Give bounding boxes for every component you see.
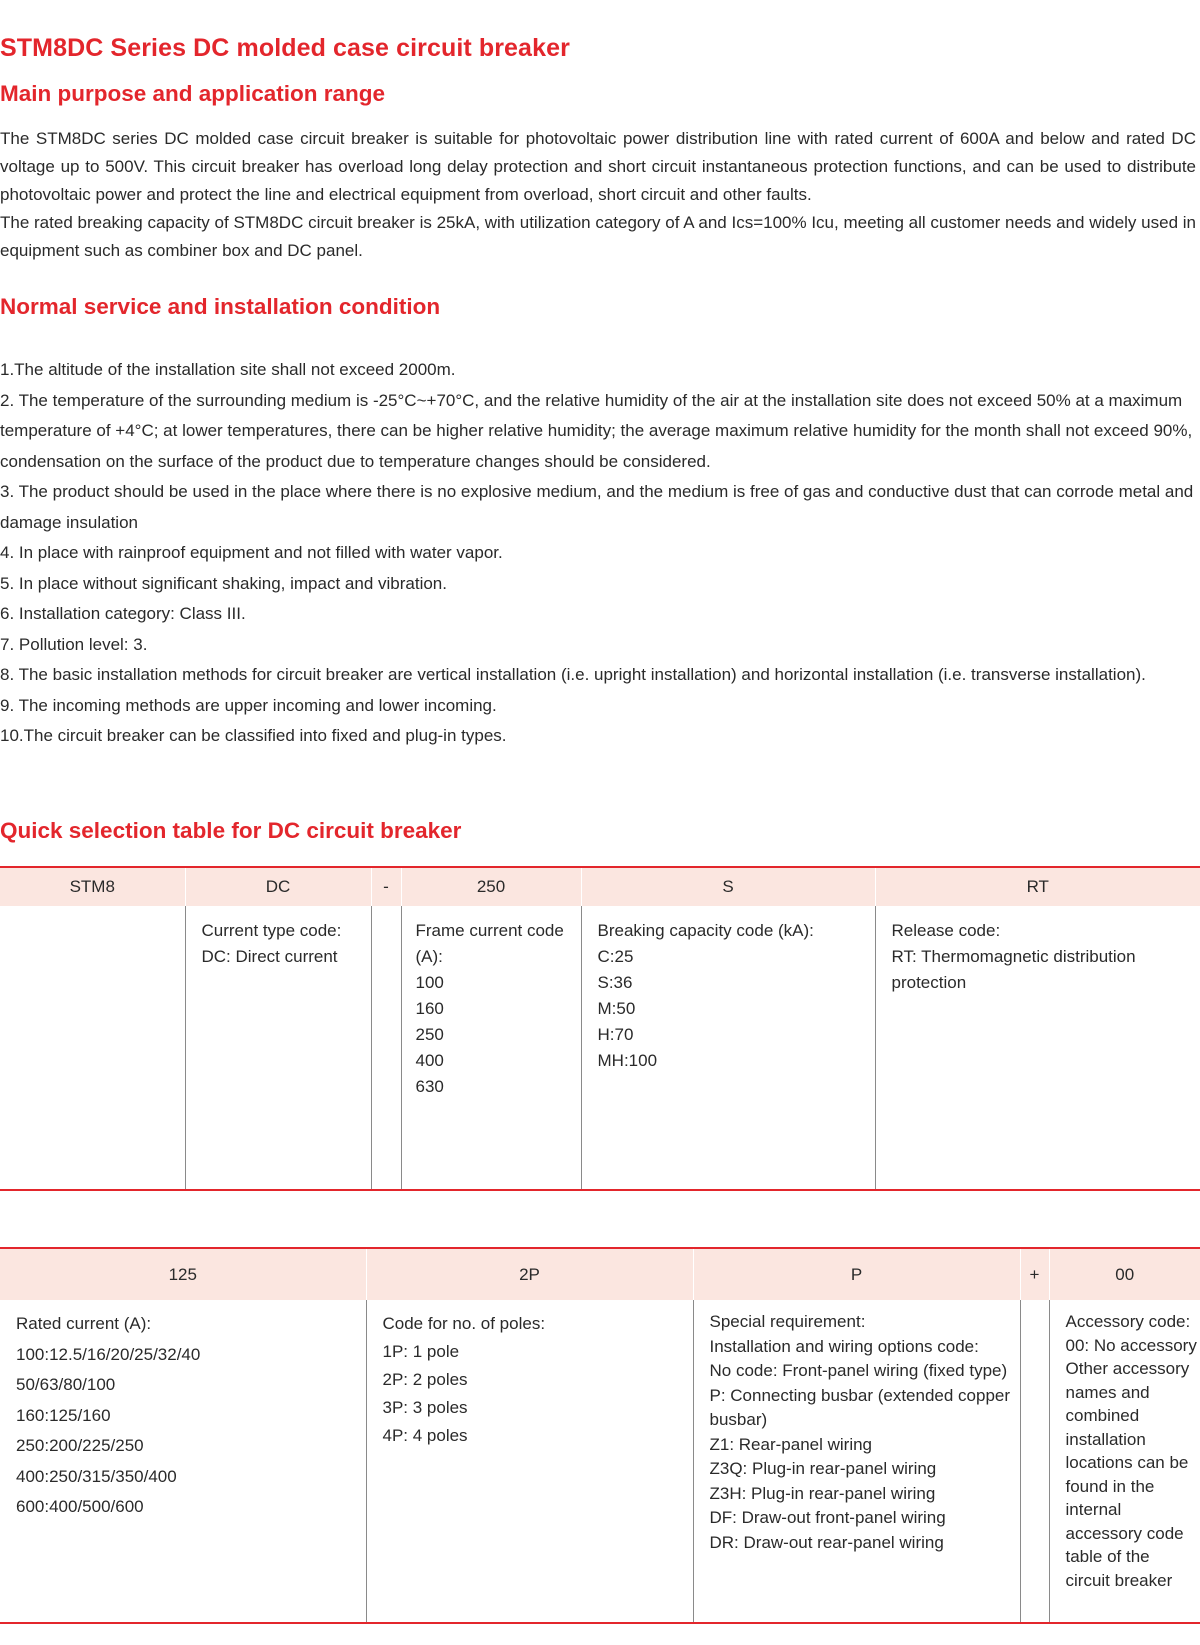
cell-line: Current type code: bbox=[201, 921, 342, 940]
cell-line: Accessory code: bbox=[1065, 1312, 1191, 1331]
table-cell bbox=[581, 906, 875, 1190]
condition-item: 8. The basic installation methods for circuit breaker are vertical installation (i.e. upright installation) and horizontal installation (i.e. transverse installation). bbox=[0, 665, 1146, 684]
cell-line: DR: Draw-out rear-panel wiring bbox=[709, 1532, 944, 1552]
cell-line: DC: Direct current bbox=[201, 947, 338, 966]
cell-line: C:25 bbox=[597, 947, 634, 966]
cell-line: Code for no. of poles: bbox=[382, 1314, 546, 1333]
cell-line: Special requirement: bbox=[709, 1312, 866, 1331]
condition-item: 6. Installation category: Class III. bbox=[0, 604, 246, 623]
condition-item: 10.The circuit breaker can be classified into fixed and plug-in types. bbox=[0, 726, 507, 745]
purpose-paragraph: The STM8DC series DC molded case circuit breaker is suitable for photovoltaic power distribution line with rated current of 600A and below and rated DC voltage up to 500V. This circuit breaker has overload long delay protection and short circuit instantaneous protection functions, and can be used to distribute photovoltaic power and protect the line and electrical equipment from overload, short circuit and other faults. bbox=[0, 129, 1196, 204]
cell-line: Installation and wiring options code: bbox=[709, 1336, 979, 1356]
cell-line: 100 bbox=[415, 973, 444, 992]
table-header-cell: 00 bbox=[1049, 1248, 1200, 1300]
condition-item: 9. The incoming methods are upper incoming and lower incoming. bbox=[0, 695, 497, 715]
cell-line: Z3Q: Plug-in rear-panel wiring bbox=[709, 1459, 937, 1478]
condition-item: 3. The product should be used in the place where there is no explosive medium, and the medium is free of gas and conductive dust that can corrode metal and damage insulation bbox=[0, 482, 1194, 532]
cell-line: 3P: 3 poles bbox=[382, 1398, 468, 1417]
cell-line: 4P: 4 poles bbox=[382, 1426, 468, 1445]
table-cell bbox=[371, 906, 401, 1190]
condition-item: 4. In place with rainproof equipment and not filled with water vapor. bbox=[0, 543, 503, 562]
page-title: STM8DC Series DC molded case circuit breaker bbox=[0, 34, 570, 62]
table-header-cell: S bbox=[581, 867, 875, 906]
cell-line: S:36 bbox=[597, 973, 633, 992]
table-cell bbox=[366, 1300, 693, 1623]
cell-line: 250 bbox=[415, 1025, 444, 1044]
table-row bbox=[0, 906, 1200, 1190]
cell-line: 2P: 2 poles bbox=[382, 1370, 468, 1389]
cell-line: 400:250/315/350/400 bbox=[16, 1466, 177, 1486]
cell-line: Z3H: Plug-in rear-panel wiring bbox=[709, 1483, 936, 1503]
purpose-paragraph: The rated breaking capacity of STM8DC circuit breaker is 25kA, with utilization category of A and Ics=100% Icu, meeting all customer needs and widely used in equipment such as combiner box and DC panel. bbox=[0, 213, 1196, 260]
condition-item: 2. The temperature of the surrounding medium is -25°C~+70°C, and the relative humidity of the air at the installation site does not exceed 50% at a maximum temperature of +4°C; at lower temperatures, there can be higher relative humidity; the average maximum relative humidity for the month shall not exceed 90%, condensation on the surface of the product due to temperature changes should be considered. bbox=[0, 390, 1193, 471]
table-header-cell: P bbox=[693, 1248, 1020, 1300]
cell-line: 160:125/160 bbox=[16, 1405, 111, 1425]
cell-line: 100:12.5/16/20/25/32/40 bbox=[16, 1344, 201, 1364]
selection-table-2 bbox=[0, 1247, 1200, 1624]
cell-line: RT: Thermomagnetic distribution protection bbox=[891, 947, 1136, 992]
cell-line: 600:400/500/600 bbox=[16, 1497, 144, 1516]
section-heading-conditions: Normal service and installation condition bbox=[0, 294, 441, 319]
cell-line: 1P: 1 pole bbox=[382, 1342, 460, 1361]
table-cell bbox=[875, 906, 1200, 1190]
cell-line: 630 bbox=[415, 1077, 444, 1096]
condition-item: 5. In place without significant shaking, impact and vibration. bbox=[0, 573, 447, 593]
table-header-row bbox=[0, 1248, 1200, 1300]
table-row bbox=[0, 1300, 1200, 1623]
cell-line: Release code: bbox=[891, 921, 1001, 940]
table-header-cell: DC bbox=[185, 867, 371, 906]
table-cell bbox=[401, 906, 581, 1190]
cell-line: MH:100 bbox=[597, 1051, 658, 1070]
cell-line: 160 bbox=[415, 999, 444, 1018]
section-heading-selection: Quick selection table for DC circuit breaker bbox=[0, 818, 462, 843]
cell-line: Frame current code (A): bbox=[415, 921, 564, 966]
cell-line: 400 bbox=[415, 1051, 444, 1070]
cell-line: 50/63/80/100 bbox=[16, 1375, 116, 1394]
table-header-cell: 250 bbox=[401, 867, 581, 906]
section-heading-purpose: Main purpose and application range bbox=[0, 81, 386, 106]
table-cell bbox=[1049, 1300, 1200, 1623]
table-cell bbox=[185, 906, 371, 1190]
cell-line: 250:200/225/250 bbox=[16, 1436, 144, 1455]
table-cell bbox=[0, 906, 185, 1190]
cell-line: Z1: Rear-panel wiring bbox=[709, 1434, 873, 1454]
cell-line: H:70 bbox=[597, 1025, 634, 1044]
cell-line: 00: No accessory bbox=[1065, 1335, 1197, 1355]
condition-item: 1.The altitude of the installation site shall not exceed 2000m. bbox=[0, 360, 456, 379]
table-header-cell: 125 bbox=[0, 1248, 366, 1300]
condition-item: 7. Pollution level: 3. bbox=[0, 634, 148, 654]
table-cell bbox=[0, 1300, 366, 1623]
table-header-row bbox=[0, 867, 1200, 906]
cell-line: Rated current (A): bbox=[16, 1314, 152, 1333]
table-cell bbox=[693, 1300, 1020, 1623]
table-header-cell: STM8 bbox=[0, 867, 185, 906]
table-header-cell: 2P bbox=[366, 1248, 693, 1300]
cell-line: No code: Front-panel wiring (fixed type) bbox=[709, 1361, 1008, 1380]
purpose-text bbox=[0, 125, 1196, 265]
cell-line: P: Connecting busbar (extended copper busbar) bbox=[709, 1385, 1011, 1429]
table-cell bbox=[1020, 1300, 1049, 1623]
selection-table-1 bbox=[0, 866, 1200, 1191]
cell-line: Breaking capacity code (kA): bbox=[597, 921, 814, 940]
cell-line: Other accessory names and combined installation locations can be found in the internal accessory code table of the circuit breaker bbox=[1065, 1359, 1190, 1590]
table-header-cell: + bbox=[1020, 1248, 1049, 1300]
table-header-cell: - bbox=[371, 867, 401, 906]
cell-line: M:50 bbox=[597, 999, 636, 1018]
conditions-list bbox=[0, 355, 1196, 752]
cell-line: DF: Draw-out front-panel wiring bbox=[709, 1508, 946, 1527]
table-header-cell: RT bbox=[875, 867, 1200, 906]
